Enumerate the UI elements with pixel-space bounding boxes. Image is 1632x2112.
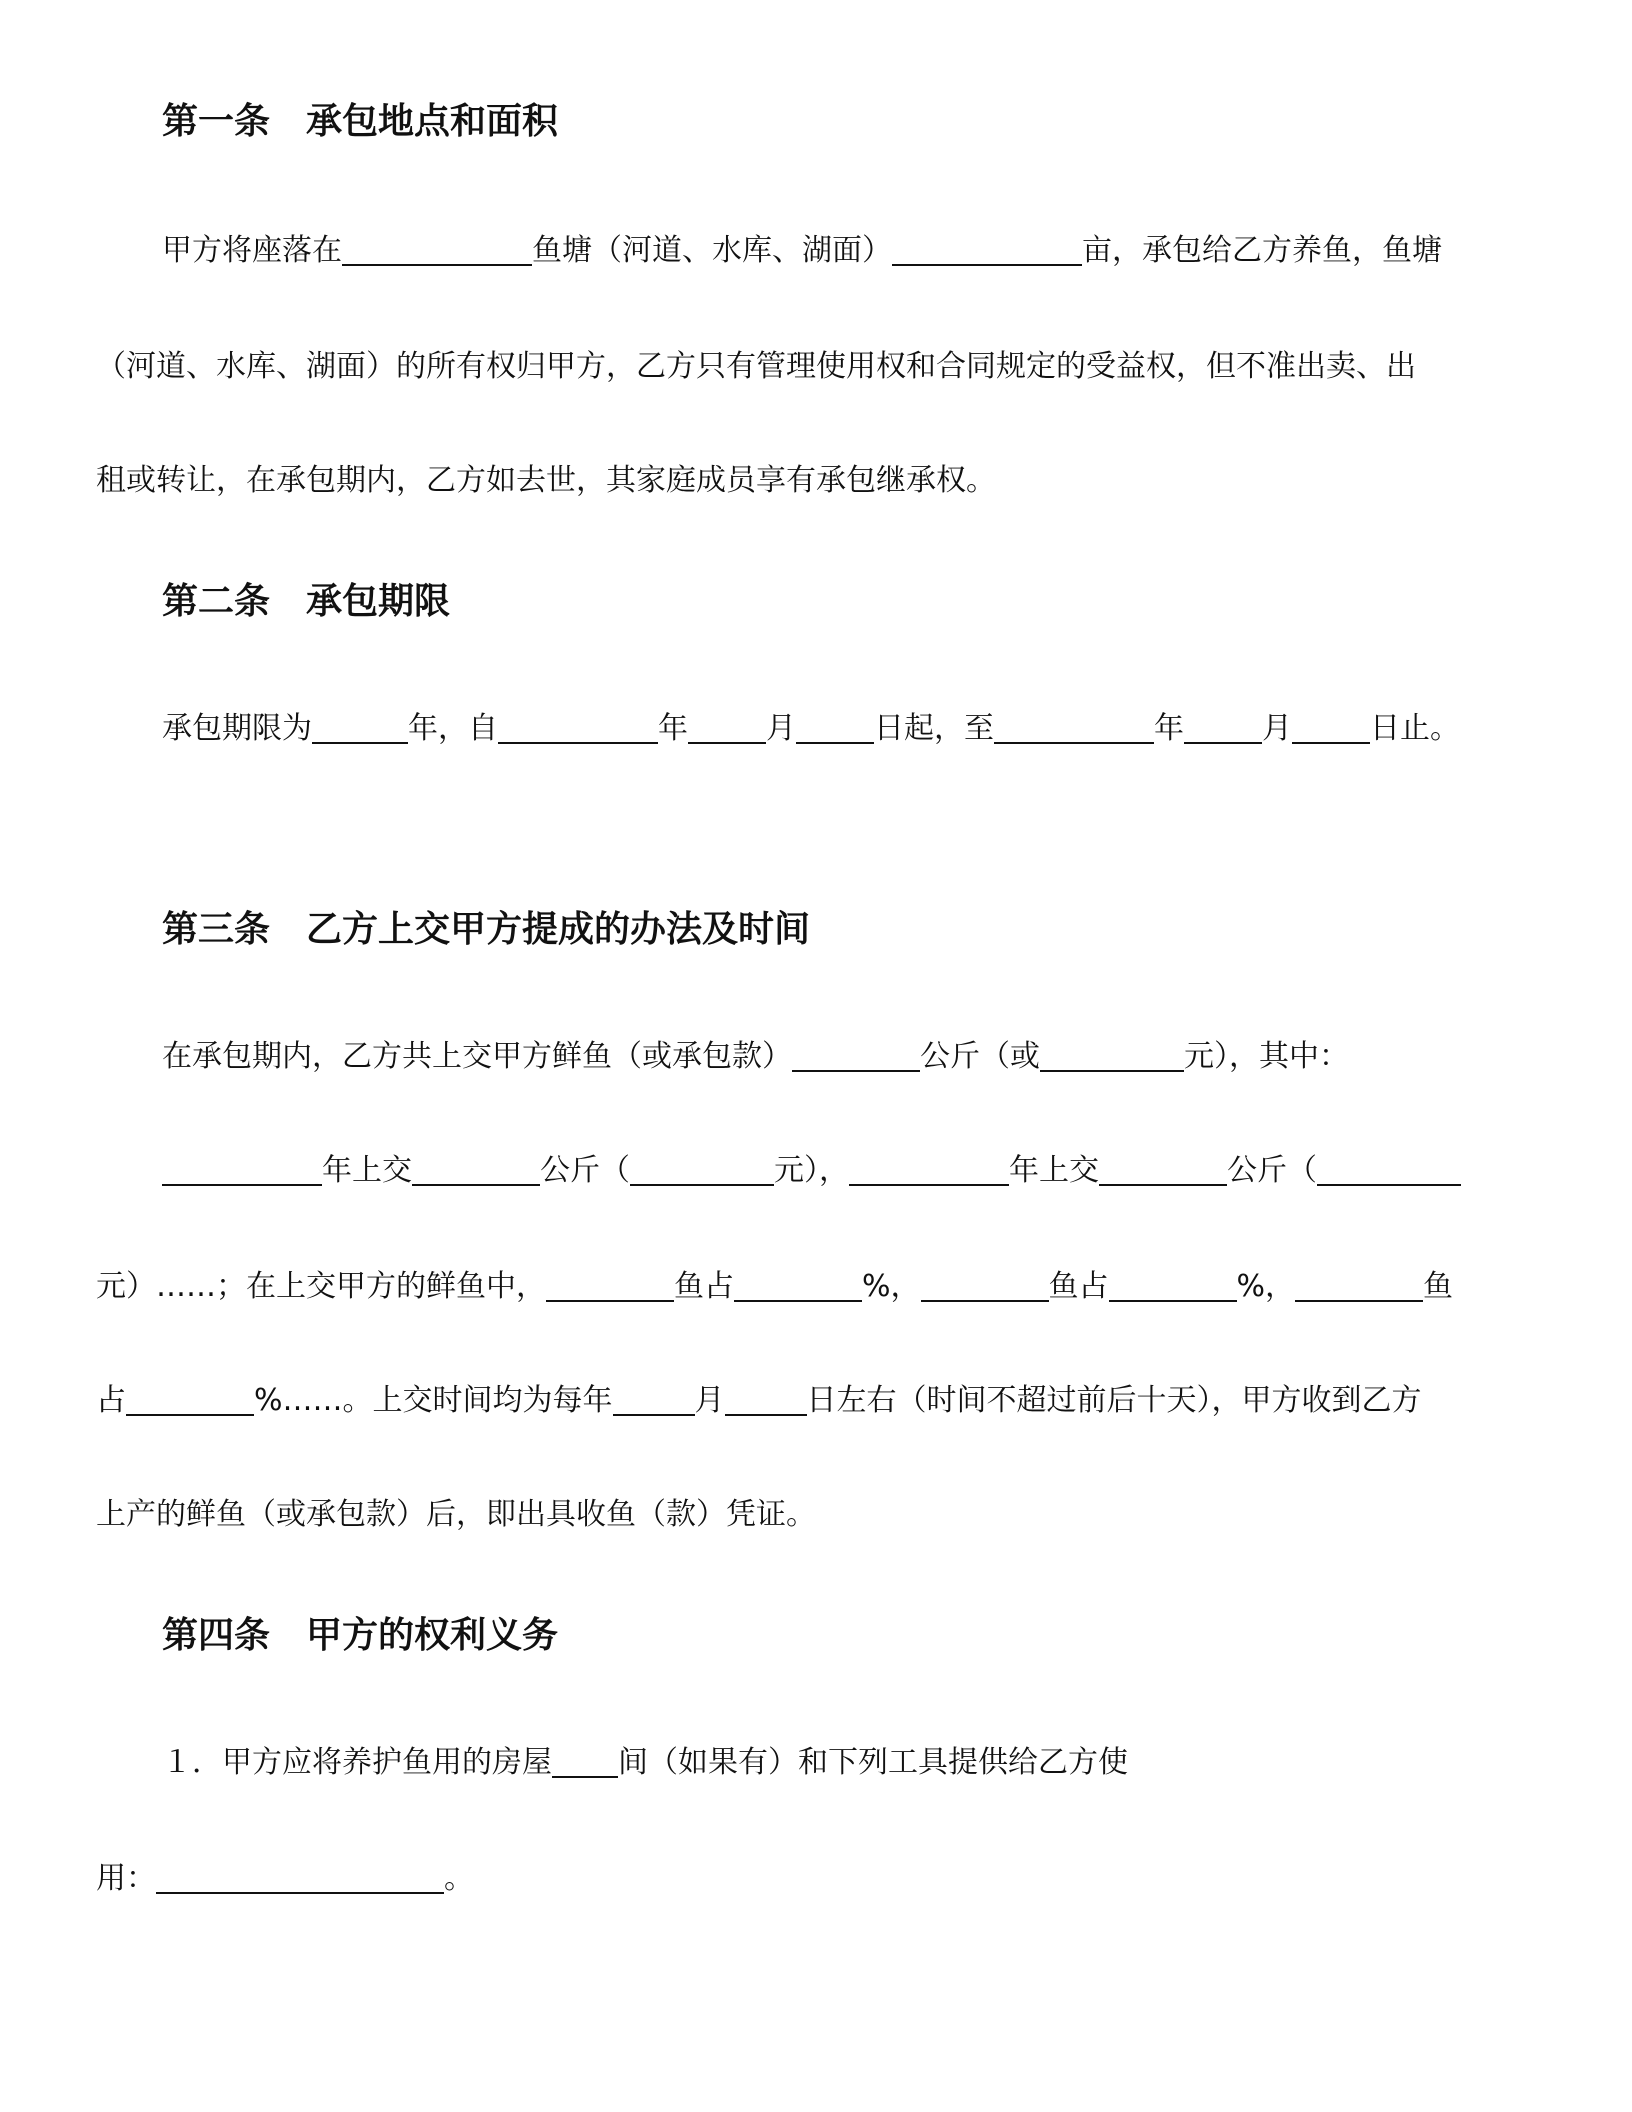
text: %， — [1236, 1269, 1296, 1304]
text: 鱼塘（河道、水库、湖面） — [532, 233, 892, 268]
text: 公斤（ — [1227, 1153, 1317, 1188]
text: 占 — [96, 1383, 126, 1418]
fish-type-2-percent-blank[interactable] — [1109, 1270, 1237, 1302]
text: 公斤（或 — [920, 1039, 1040, 1074]
text: 元），其中： — [1184, 1039, 1349, 1074]
text: 元）……；在上交甲方的鲜鱼中， — [96, 1269, 546, 1304]
article-1-title: 第一条 承包地点和面积 — [162, 101, 559, 142]
text: 承包期限为 — [162, 711, 312, 746]
rooms-blank[interactable] — [552, 1746, 618, 1778]
text: １．甲方应将养护鱼用的房屋 — [162, 1745, 552, 1780]
fish-type-1-percent-blank[interactable] — [734, 1270, 862, 1302]
text: 亩，承包给乙方养鱼，鱼塘 — [1082, 233, 1442, 268]
fish-type-3-blank[interactable] — [1295, 1270, 1423, 1302]
fish-type-2-blank[interactable] — [921, 1270, 1049, 1302]
article-1-paragraph-line-2: （河道、水库、湖面）的所有权归甲方，乙方只有管理使用权和合同规定的受益权，但不准出卖、出 — [96, 349, 1416, 384]
article-3-title: 第三条 乙方上交甲方提成的办法及时间 — [162, 909, 811, 950]
article-4-item-1-line-2 — [96, 1858, 1516, 1900]
article-2-term-line — [96, 708, 1516, 750]
fish-type-1-blank[interactable] — [546, 1270, 674, 1302]
year-2-kg-blank[interactable] — [1099, 1154, 1227, 1186]
delivery-day-blank[interactable] — [725, 1384, 807, 1416]
text: 元）， — [774, 1153, 849, 1188]
term-years-blank[interactable] — [312, 712, 408, 744]
text: 。 — [444, 1861, 474, 1896]
start-year-blank[interactable] — [498, 712, 658, 744]
text: 公斤（ — [540, 1153, 630, 1188]
article-3-line-2 — [96, 1150, 1516, 1192]
article-4-title: 第四条 甲方的权利义务 — [162, 1615, 559, 1656]
article-3-line-5: 上产的鲜鱼（或承包款）后，即出具收鱼（款）凭证。 — [96, 1497, 816, 1532]
year-2-blank[interactable] — [849, 1154, 1009, 1186]
year-1-yuan-blank[interactable] — [630, 1154, 774, 1186]
end-year-blank[interactable] — [994, 712, 1154, 744]
article-3-line-1 — [96, 1036, 1516, 1078]
text: 年 — [658, 711, 688, 746]
year-2-yuan-blank[interactable] — [1317, 1154, 1461, 1186]
end-month-blank[interactable] — [1184, 712, 1262, 744]
text: 甲方将座落在 — [162, 233, 342, 268]
text: 鱼 — [1423, 1269, 1454, 1304]
total-kg-blank[interactable] — [792, 1040, 920, 1072]
location-blank[interactable] — [342, 234, 532, 266]
text: %， — [862, 1269, 921, 1304]
start-day-blank[interactable] — [796, 712, 874, 744]
total-yuan-blank[interactable] — [1040, 1040, 1184, 1072]
article-1-paragraph-line-1 — [96, 230, 1516, 272]
text: 月 — [694, 1383, 725, 1418]
text: 日起，至 — [874, 711, 994, 746]
area-blank[interactable] — [892, 234, 1082, 266]
delivery-month-blank[interactable] — [613, 1384, 695, 1416]
year-1-blank[interactable] — [162, 1154, 322, 1186]
start-month-blank[interactable] — [688, 712, 766, 744]
text: 年，自 — [408, 711, 498, 746]
text: 间（如果有）和下列工具提供给乙方使 — [618, 1745, 1128, 1780]
text: 年 — [1154, 711, 1184, 746]
text: %……。上交时间均为每年 — [254, 1383, 613, 1418]
text: 鱼占 — [674, 1269, 734, 1304]
fish-type-3-percent-blank[interactable] — [126, 1384, 254, 1416]
tools-blank[interactable] — [156, 1862, 444, 1894]
article-3-line-4 — [96, 1380, 1516, 1422]
text: 在承包期内，乙方共上交甲方鲜鱼（或承包款） — [162, 1039, 792, 1074]
text: 年上交 — [322, 1153, 412, 1188]
article-2-title: 第二条 承包期限 — [162, 581, 451, 622]
text: 日止。 — [1370, 711, 1460, 746]
article-4-item-1-line-1 — [96, 1742, 1516, 1784]
year-1-kg-blank[interactable] — [412, 1154, 540, 1186]
end-day-blank[interactable] — [1292, 712, 1370, 744]
text: 鱼占 — [1048, 1269, 1109, 1304]
article-3-line-3 — [96, 1266, 1516, 1308]
text: 月 — [766, 711, 796, 746]
text: 月 — [1262, 711, 1292, 746]
text: 用： — [96, 1861, 156, 1896]
text: 年上交 — [1009, 1153, 1099, 1188]
article-1-paragraph-line-3: 租或转让，在承包期内，乙方如去世，其家庭成员享有承包继承权。 — [96, 463, 996, 498]
text: 日左右（时间不超过前后十天），甲方收到乙方 — [806, 1383, 1422, 1418]
